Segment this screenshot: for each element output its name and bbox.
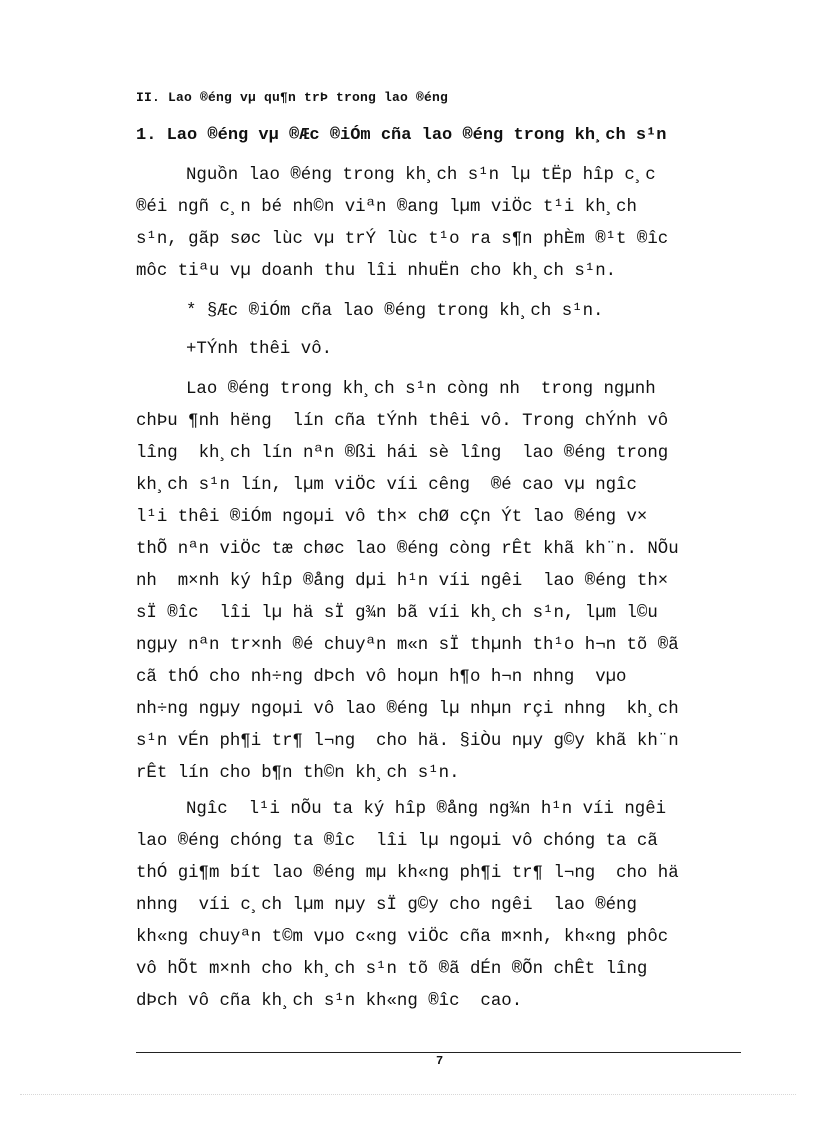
body-line: Nguồn lao ®éng trong kh¸ch s¹n lµ tËp hîp c¸c <box>186 166 656 185</box>
body-line: lao ®éng chóng ta ®îc lîi lµ ngoµi vô chóng ta cã <box>136 832 658 851</box>
subsection-heading: 1. Lao ®éng vµ ®Æc ®iÓm cña lao ®éng trong kh¸ch s¹n <box>136 126 667 145</box>
body-line: sÏ ®îc lîi lµ hä sÏ g¾n bã víi kh¸ch s¹n, lµm l©u <box>136 604 658 623</box>
footer-divider <box>136 1052 741 1053</box>
page-number: 7 <box>436 1054 444 1068</box>
body-line: thÕ nªn viÖc tæ chøc lao ®éng còng rÊt khã kh¨n. NÕu <box>136 540 679 559</box>
body-line: nh÷ng ngµy ngoµi vô lao ®éng lµ nhµn rçi nhng kh¸ch <box>136 700 679 719</box>
page-bottom-border <box>20 1094 796 1095</box>
body-line: lîng kh¸ch lín nªn ®ßi hái sè lîng lao ®éng trong <box>136 444 669 463</box>
body-line: môc tiªu vµ doanh thu lîi nhuËn cho kh¸ch s¹n. <box>136 262 617 281</box>
body-line: nh m×nh ký hîp ®ång dµi h¹n víi ngêi lao ®éng th× <box>136 572 669 591</box>
body-line: kh«ng chuyªn t©m vµo c«ng viÖc cña m×nh, kh«ng phôc <box>136 928 669 947</box>
body-line: chÞu ¶nh hëng lín cña tÝnh thêi vô. Trong chÝnh vô <box>136 412 669 431</box>
body-line: cã thÓ cho nh÷ng dÞch vô hoµn h¶o h¬n nhng vµo <box>136 668 627 687</box>
body-line: ®éi ngñ c¸n bé nh©n viªn ®ang lµm viÖc t¹i kh¸ch <box>136 198 637 217</box>
body-line: thÓ gi¶m bít lao ®éng mµ kh«ng ph¶i tr¶ l¬ng cho hä <box>136 864 679 883</box>
body-line: dÞch vô cña kh¸ch s¹n kh«ng ®îc cao. <box>136 992 523 1011</box>
body-line: l¹i thêi ®iÓm ngoµi vô th× chØ cÇn Ýt lao ®éng v× <box>136 508 648 527</box>
body-line: s¹n, gãp søc lùc vµ trÝ lùc t¹o ra s¶n phÈm ®¹t ®îc <box>136 230 669 249</box>
body-line: vô hÕt m×nh cho kh¸ch s¹n tõ ®ã dÉn ®Õn chÊt lîng <box>136 960 648 979</box>
body-line: s¹n vÉn ph¶i tr¶ l¬ng cho hä. §iÒu nµy g©y khã kh¨n <box>136 732 679 751</box>
body-line: kh¸ch s¹n lín, lµm viÖc víi cêng ®é cao vµ ngîc <box>136 476 637 495</box>
body-line: * §Æc ®iÓm cña lao ®éng trong kh¸ch s¹n. <box>186 302 604 321</box>
body-line: +TÝnh thêi vô. <box>186 340 333 359</box>
body-line: ngµy nªn tr×nh ®é chuyªn m«n sÏ thµnh th¹o h¬n tõ ®ã <box>136 636 679 655</box>
section-heading: II. Lao ®éng vµ qu¶n trÞ trong lao ®éng <box>136 90 449 105</box>
body-line: Lao ®éng trong kh¸ch s¹n còng nh trong ngµnh <box>186 380 656 399</box>
body-line: Ngîc l¹i nÕu ta ký hîp ®ång ng¾n h¹n víi ngêi <box>186 800 667 819</box>
body-line: nhng víi c¸ch lµm nµy sÏ g©y cho ngêi lao ®éng <box>136 896 637 915</box>
body-line: rÊt lín cho b¶n th©n kh¸ch s¹n. <box>136 764 460 783</box>
